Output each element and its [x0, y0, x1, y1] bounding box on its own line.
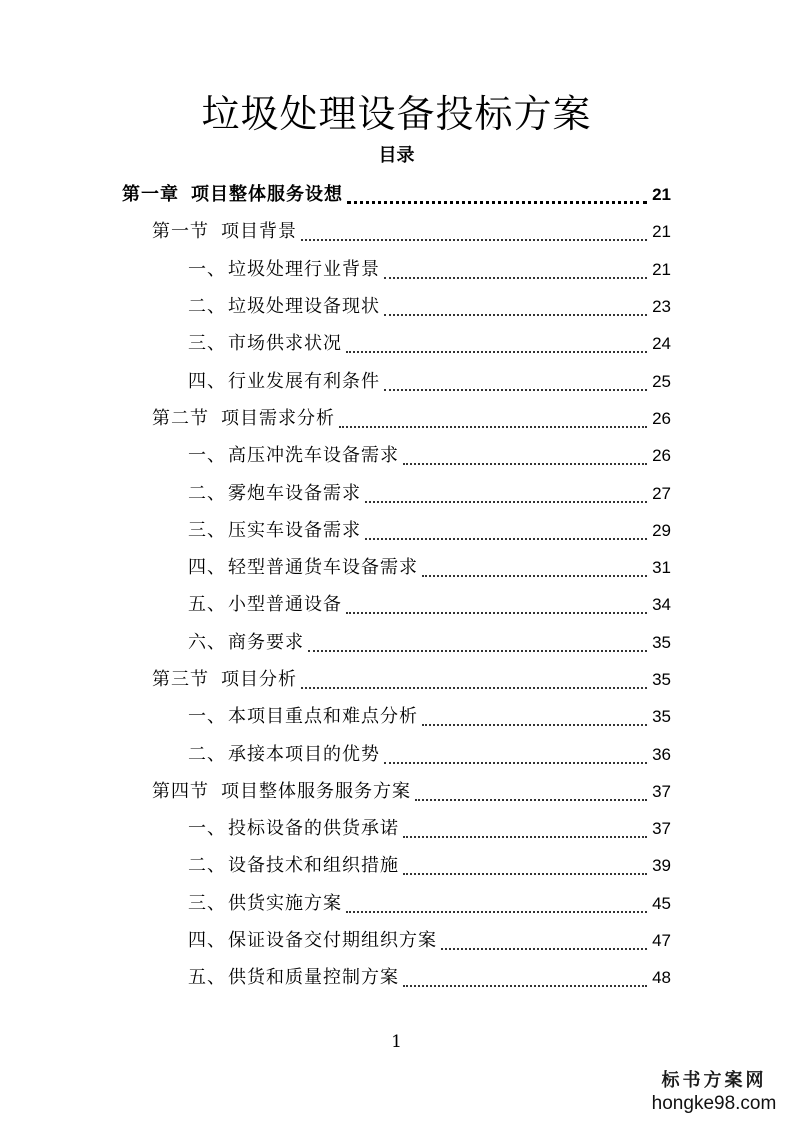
toc-entry-page: 45 — [652, 893, 671, 913]
toc-entry-text: 设备技术和组织措施 — [228, 855, 399, 877]
toc-entry-number: 二、 — [188, 855, 226, 877]
toc-entry-page: 21 — [652, 259, 671, 279]
toc-entry-label — [188, 810, 399, 847]
toc-entry-number: 二、 — [188, 296, 226, 318]
toc-entry-number: 三、 — [188, 333, 226, 355]
toc-entry-page: 26 — [652, 408, 671, 428]
toc-dot-leader — [384, 761, 647, 764]
toc-entry-number: 第四节 — [152, 780, 209, 802]
toc-entry[interactable] — [0, 549, 793, 586]
toc-entry-label — [188, 959, 399, 996]
toc-entry-text: 压实车设备需求 — [228, 519, 361, 541]
toc-dot-leader — [403, 462, 647, 465]
toc-entry-label — [188, 586, 342, 623]
toc-entry-text: 供货实施方案 — [228, 892, 342, 914]
toc-entry-text: 项目分析 — [221, 669, 297, 690]
toc-entry-page: 26 — [652, 446, 671, 466]
document-title: 垃圾处理设备投标方案 — [201, 92, 592, 136]
toc-entry[interactable] — [0, 847, 793, 884]
toc-entry-number: 第一节 — [152, 221, 209, 243]
toc-entry-page: 39 — [652, 856, 671, 876]
toc-entry-page: 36 — [652, 744, 671, 764]
toc-entry-page: 31 — [652, 558, 671, 578]
toc-dot-leader — [346, 910, 647, 913]
toc-entry-text: 本项目重点和难点分析 — [228, 706, 418, 728]
toc-dot-leader — [384, 313, 647, 316]
toc-entry-number: 第一章 — [122, 184, 179, 206]
toc-dot-leader — [339, 425, 647, 428]
toc-entry-text: 保证设备交付期组织方案 — [228, 930, 437, 952]
toc-heading: 目录 — [378, 145, 415, 166]
toc-entry[interactable] — [0, 288, 793, 325]
toc-entry[interactable] — [0, 698, 793, 735]
toc-entry-text: 市场供求状况 — [228, 333, 342, 355]
toc-entry-page: 25 — [652, 371, 671, 391]
toc-dot-leader — [346, 611, 647, 614]
toc-entry-text: 商务要求 — [228, 631, 304, 653]
toc-dot-leader — [365, 500, 647, 503]
toc-entry-label — [188, 698, 418, 735]
toc-dot-leader — [308, 649, 647, 652]
toc-dot-leader — [384, 276, 647, 279]
toc-dot-leader — [403, 872, 647, 875]
toc-entry-label — [152, 661, 297, 698]
toc-entry-number: 四、 — [188, 930, 226, 952]
toc-entry[interactable] — [0, 586, 793, 623]
toc-entry[interactable] — [0, 959, 793, 996]
toc-entry-number: 一、 — [188, 445, 226, 467]
toc-entry-text: 项目整体服务服务方案 — [221, 780, 411, 802]
toc-entry-label — [188, 736, 380, 773]
toc-dot-leader — [403, 835, 647, 838]
toc-entry-label — [188, 512, 361, 549]
toc-entry-text: 高压冲洗车设备需求 — [228, 445, 399, 467]
toc-entry-page: 35 — [652, 670, 671, 689]
toc-entry-number: 一、 — [188, 258, 226, 280]
toc-entry-label — [188, 549, 418, 586]
toc-entry-page: 29 — [652, 520, 671, 540]
toc-entry-page: 37 — [652, 781, 671, 801]
toc-entry[interactable] — [0, 176, 793, 213]
toc-entry-text: 项目需求分析 — [221, 407, 335, 429]
toc-entry[interactable] — [0, 437, 793, 474]
toc-entry-label — [188, 475, 361, 512]
toc-entry[interactable] — [0, 213, 793, 250]
toc-entry-page: 35 — [652, 707, 671, 727]
toc-entry[interactable] — [0, 362, 793, 399]
toc-entry-label — [188, 363, 380, 400]
toc-entry-page: 35 — [652, 632, 671, 652]
toc-entry-number: 第三节 — [152, 669, 209, 690]
toc-entry-text: 投标设备的供货承诺 — [228, 818, 399, 840]
toc-entry-label — [122, 176, 343, 213]
toc-entry-number: 四、 — [188, 557, 226, 579]
toc-entry[interactable] — [0, 810, 793, 847]
toc-entry-page: 37 — [652, 819, 671, 839]
toc-entry[interactable] — [0, 661, 793, 698]
toc-entry-text: 承接本项目的优势 — [228, 743, 380, 765]
site-watermark-logo — [649, 1070, 779, 1116]
toc-entry-label — [152, 213, 297, 250]
toc-entry[interactable] — [0, 773, 793, 810]
toc-entry-text: 项目整体服务设想 — [191, 184, 343, 206]
toc-dot-leader — [365, 537, 647, 540]
table-of-contents — [0, 176, 793, 997]
watermark-site-name: 标书方案网 — [661, 1070, 767, 1091]
page-number: 1 — [391, 1032, 402, 1052]
toc-entry[interactable] — [0, 735, 793, 772]
toc-entry-number: 一、 — [188, 706, 226, 728]
toc-entry-number: 三、 — [188, 892, 226, 914]
toc-entry[interactable] — [0, 325, 793, 362]
toc-entry-page: 24 — [652, 334, 671, 354]
toc-dot-leader — [301, 686, 647, 689]
toc-entry-page: 48 — [652, 968, 671, 988]
toc-entry-label — [188, 847, 399, 884]
toc-entry[interactable] — [0, 922, 793, 959]
toc-entry-number: 第二节 — [152, 407, 209, 429]
toc-entry-page: 21 — [652, 222, 671, 242]
toc-entry[interactable] — [0, 885, 793, 922]
toc-entry-label — [188, 922, 437, 959]
toc-dot-leader — [403, 984, 647, 987]
toc-entry[interactable] — [0, 400, 793, 437]
toc-entry-text: 垃圾处理设备现状 — [228, 296, 380, 318]
toc-dot-leader — [347, 200, 647, 204]
toc-entry-number: 五、 — [188, 967, 226, 989]
toc-entry-number: 二、 — [188, 743, 226, 765]
toc-entry-text: 垃圾处理行业背景 — [228, 258, 380, 280]
toc-entry-page: 47 — [652, 931, 671, 951]
toc-entry-page: 23 — [652, 297, 671, 317]
toc-entry-label — [152, 400, 335, 437]
watermark-site-url: hongke98.com — [651, 1093, 777, 1114]
toc-dot-leader — [301, 238, 647, 241]
toc-entry-text: 项目背景 — [221, 221, 297, 243]
toc-entry-label — [188, 624, 304, 661]
toc-entry-text: 行业发展有利条件 — [228, 370, 380, 392]
toc-dot-leader — [415, 798, 647, 801]
toc-dot-leader — [346, 350, 647, 353]
toc-entry-text: 雾炮车设备需求 — [228, 482, 361, 504]
toc-entry[interactable] — [0, 624, 793, 661]
toc-entry-label — [152, 773, 411, 810]
toc-dot-leader — [422, 723, 647, 726]
toc-entry-text: 轻型普通货车设备需求 — [228, 557, 418, 579]
toc-entry-label — [188, 288, 380, 325]
toc-dot-leader — [422, 574, 647, 577]
toc-entry-label — [188, 885, 342, 922]
toc-entry-label — [188, 251, 380, 288]
toc-dot-leader — [384, 388, 647, 391]
toc-entry-number: 一、 — [188, 818, 226, 840]
toc-entry-page: 21 — [652, 185, 671, 205]
toc-entry-number: 二、 — [188, 482, 226, 504]
toc-entry-label — [188, 437, 399, 474]
toc-entry-text: 供货和质量控制方案 — [228, 967, 399, 989]
toc-entry[interactable] — [0, 512, 793, 549]
toc-entry-page: 27 — [652, 483, 671, 503]
toc-entry[interactable] — [0, 474, 793, 511]
toc-entry-number: 三、 — [188, 519, 226, 541]
toc-entry-number: 六、 — [188, 631, 226, 653]
toc-entry-number: 四、 — [188, 370, 226, 392]
toc-entry-label — [188, 325, 342, 362]
toc-entry-text: 小型普通设备 — [228, 594, 342, 616]
toc-entry-number: 五、 — [188, 594, 226, 616]
toc-entry[interactable] — [0, 251, 793, 288]
toc-dot-leader — [441, 947, 647, 950]
toc-entry-page: 34 — [652, 595, 671, 615]
